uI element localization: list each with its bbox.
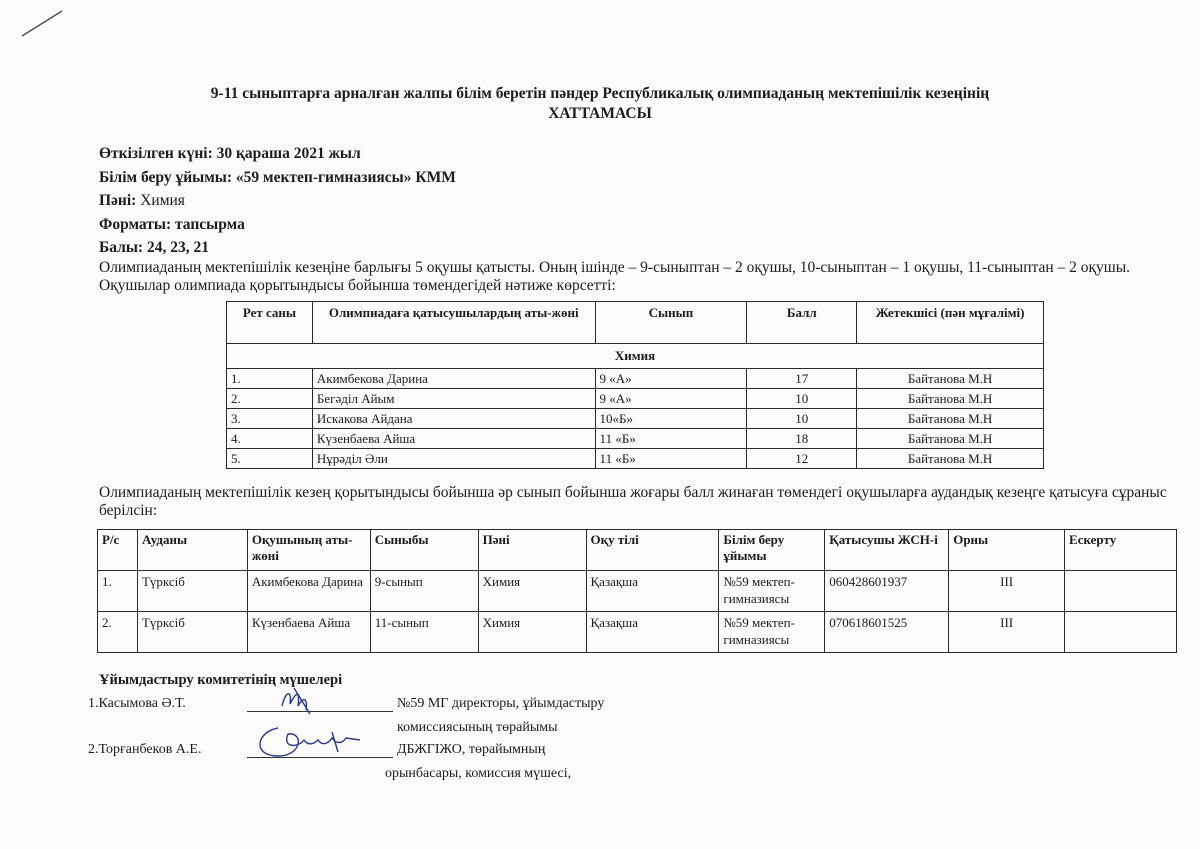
member-name: 2.Торғанбеков А.Е. (88, 742, 202, 757)
cell-teacher: Байтанова М.Н (857, 369, 1044, 389)
cell-name: Искакова Айдана (312, 409, 595, 429)
cell-teacher: Байтанова М.Н (857, 389, 1044, 409)
cell-organization: №59 мектеп-гимназиясы (719, 571, 825, 612)
table-row (227, 449, 1044, 469)
cell-no: 2. (98, 612, 138, 653)
cell-language: Қазақша (586, 612, 719, 653)
format-label: Форматы: тапсырма (99, 215, 245, 233)
district-header-row (98, 530, 1177, 571)
cell-note (1065, 612, 1177, 653)
cell-score: 18 (747, 429, 857, 449)
cell-subject: Химия (478, 571, 586, 612)
cell-no: 4. (227, 429, 313, 449)
cell-score: 10 (747, 409, 857, 429)
cell-no: 5. (227, 449, 313, 469)
cell-name: Акимбекова Дарина (312, 369, 595, 389)
recommendation-paragraph: Олимпиаданың мектепішілік кезең қорытындысы бойынша әр сынып бойынша жоғары балл жинаған төмендегі оқушыларға аудандық кезеңге қатысуға сұраныс берілсін: (99, 484, 1167, 519)
meta-block (99, 142, 456, 260)
cell-class: 9 «А» (595, 389, 747, 409)
cell-organization: №59 мектеп-гимназиясы (719, 612, 825, 653)
cell-score: 12 (747, 449, 857, 469)
table-row (227, 389, 1044, 409)
cell-no: 1. (98, 571, 138, 612)
date-label: Өткізілген күні: 30 қараша 2021 жыл (99, 145, 361, 162)
cell-no: 3. (227, 409, 313, 429)
district-header-cell: Р/с (98, 530, 138, 571)
document-title (0, 84, 1200, 124)
cell-iin: 070618601525 (825, 612, 949, 653)
cell-place: III (949, 612, 1065, 653)
member-role-line-1: ДБЖГІЖО, төрайымның (397, 742, 546, 757)
cell-name: Акимбекова Дарина (247, 571, 370, 612)
cell-name: Бегәділ Айым (312, 389, 595, 409)
member-name: 1.Касымова Ә.Т. (88, 696, 186, 711)
cell-subject: Химия (478, 612, 586, 653)
cell-class: 11 «Б» (595, 449, 747, 469)
cell-district: Түрксіб (137, 612, 247, 653)
cell-class: 11-сынып (370, 612, 478, 653)
district-header-cell: Ескерту (1065, 530, 1177, 571)
cell-name: Күзенбаева Айша (247, 612, 370, 653)
subject-label: Пәні: (99, 192, 137, 209)
cell-class: 10«Б» (595, 409, 747, 429)
member-role-line-2: орынбасары, комиссия мүшесі, (385, 766, 572, 781)
district-header-cell: Білім беру ұйымы (719, 530, 825, 571)
table-row (98, 612, 1177, 653)
member-role-line-1: №59 МГ директоры, ұйымдастыру (397, 696, 605, 711)
district-header-cell: Пәні (478, 530, 586, 571)
table-row (98, 571, 1177, 612)
district-header-cell: Ауданы (137, 530, 247, 571)
cell-no: 1. (227, 369, 313, 389)
cell-name: Нұрәділ Әли (312, 449, 595, 469)
cell-class: 11 «Б» (595, 429, 747, 449)
member-role-line-2: комиссиясының төрайымы (397, 720, 558, 735)
district-header-cell: Оқушының аты-жөні (247, 530, 370, 571)
cell-district: Түрксіб (137, 571, 247, 612)
district-table (97, 529, 1177, 653)
cell-name: Күзенбаева Айша (312, 429, 595, 449)
cell-iin: 060428601937 (825, 571, 949, 612)
cell-teacher: Байтанова М.Н (857, 429, 1044, 449)
results-header-row (227, 302, 1044, 344)
organization-label: Білім беру ұйымы: «59 мектеп-гимназиясы» КММ (99, 168, 456, 186)
signature-2 (248, 722, 388, 762)
cell-score: 17 (747, 369, 857, 389)
title-line-1: 9-11 сыныптарға арналған жалпы білім беретін пәндер Республикалық олимпиаданың мектепішілік кезеңінің (210, 85, 990, 102)
signature-1 (270, 684, 330, 716)
results-section-row (227, 344, 1044, 369)
table-row (227, 409, 1044, 429)
results-header-cell: Рет саны (227, 302, 313, 344)
results-header-cell: Олимпиадаға қатысушылардың аты-жөні (312, 302, 595, 344)
results-header-cell: Балл (747, 302, 857, 344)
results-header-cell: Жетекшісі (пән мұғалімі) (857, 302, 1044, 344)
district-header-cell: Сыныбы (370, 530, 478, 571)
subject-value: Химия (136, 192, 185, 209)
cell-place: III (949, 571, 1065, 612)
cell-score: 10 (747, 389, 857, 409)
committee-heading-text: Ұйымдастыру комитетінің мүшелері (99, 672, 343, 688)
results-table (226, 301, 1044, 469)
intro-paragraph: Олимпиаданың мектепішілік кезеңіне барлығы 5 оқушы қатысты. Оның ішінде – 9-сыныптан – 2 оқушы, 10-сыныптан – 1 оқушы, 11-сыныптан – 2 оқушы. Оқушылар олимпиада қорытындысы бойынша төмендегідей нәтиже көрсетті: (99, 259, 1131, 294)
district-header-cell: Оқу тілі (586, 530, 719, 571)
cell-no: 2. (227, 389, 313, 409)
cell-language: Қазақша (586, 571, 719, 612)
pen-stroke-mark (20, 8, 64, 38)
cell-teacher: Байтанова М.Н (857, 409, 1044, 429)
scores-label: Балы: 24, 23, 21 (99, 239, 209, 256)
table-row (227, 429, 1044, 449)
cell-teacher: Байтанова М.Н (857, 449, 1044, 469)
district-header-cell: Орны (949, 530, 1065, 571)
cell-note (1065, 571, 1177, 612)
table-row (227, 369, 1044, 389)
results-header-cell: Сынып (595, 302, 747, 344)
results-section-label: Химия (227, 344, 1044, 369)
cell-class: 9 «А» (595, 369, 747, 389)
district-header-cell: Қатысушы ЖСН-і (825, 530, 949, 571)
cell-class: 9-сынып (370, 571, 478, 612)
title-line-2: ХАТТАМАСЫ (548, 105, 652, 122)
